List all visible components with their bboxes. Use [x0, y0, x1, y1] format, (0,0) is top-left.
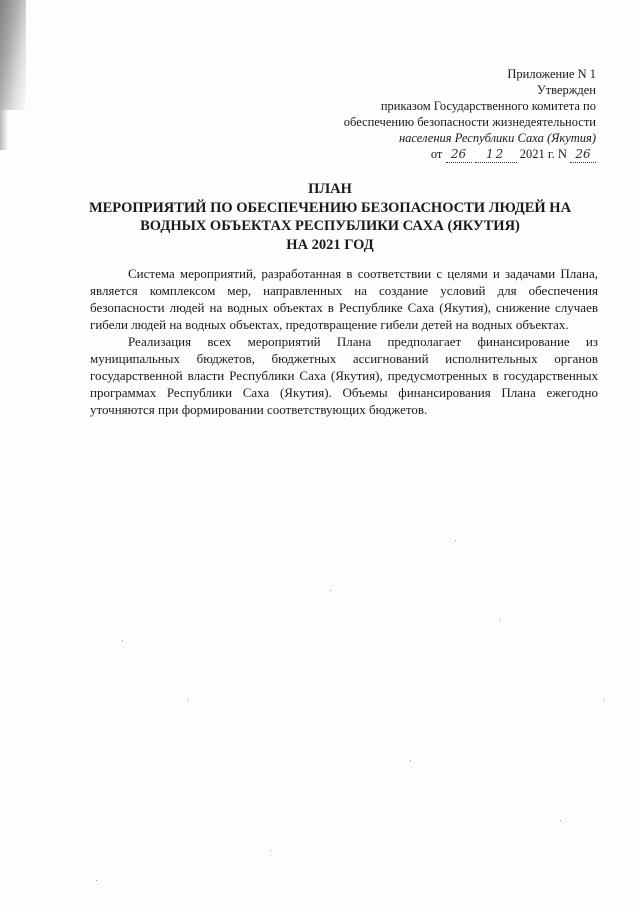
approved-label: Утвержден [536, 83, 596, 97]
title-line-2: МЕРОПРИЯТИЙ ПО ОБЕСПЕЧЕНИЮ БЕЗОПАСНОСТИ ЛЮДЕЙ НА [88, 199, 572, 216]
appendix-approval-block [276, 66, 596, 163]
date-prefix: от [430, 147, 443, 161]
date-year: 2021 г. N [519, 147, 567, 161]
appendix-number: Приложение N 1 [507, 67, 596, 81]
order-number-handwritten: 26 [570, 146, 596, 163]
scan-edge-shadow [0, 0, 26, 110]
document-title [60, 180, 600, 254]
body-paragraph-2: Реализация всех мероприятий Плана предполагает финансирование из муниципальных бюджетов, бюджетных ассигнований исполнительных органов государственной власти Республики Саха (Якутия), предусмотренных в государственных программах Республики Саха (Якутия). Объемы финансирования Плана ежегодно уточняются при формировании соответствующих бюджетов. [90, 334, 598, 417]
date-day-handwritten: 26 [446, 146, 472, 163]
date-month-handwritten: 12 [475, 146, 517, 163]
order-line-3: населения Республики Саха (Якутия) [398, 131, 596, 145]
document-body [90, 265, 598, 418]
order-line-2: обеспечению безопасности жизнедеятельности [343, 115, 596, 129]
body-paragraph-1: Система мероприятий, разработанная в соответствии с целями и задачами Плана, является комплексом мер, направленных на создание условий для обеспечения безопасности людей на водных объектах в Республике Саха (Якутия), снижение случаев гибели людей на водных объектах, предотвращение гибели детей на водных объектах. [90, 266, 598, 332]
title-line-4: НА 2021 ГОД [286, 236, 374, 253]
title-line-3: ВОДНЫХ ОБЪЕКТАХ РЕСПУБЛИКИ САХА (ЯКУТИЯ) [140, 218, 520, 234]
scan-edge-shadow-lower [0, 110, 8, 150]
title-line-1: ПЛАН [308, 181, 352, 197]
order-date-line [276, 146, 596, 163]
order-line-1: приказом Государственного комитета по [380, 99, 596, 113]
